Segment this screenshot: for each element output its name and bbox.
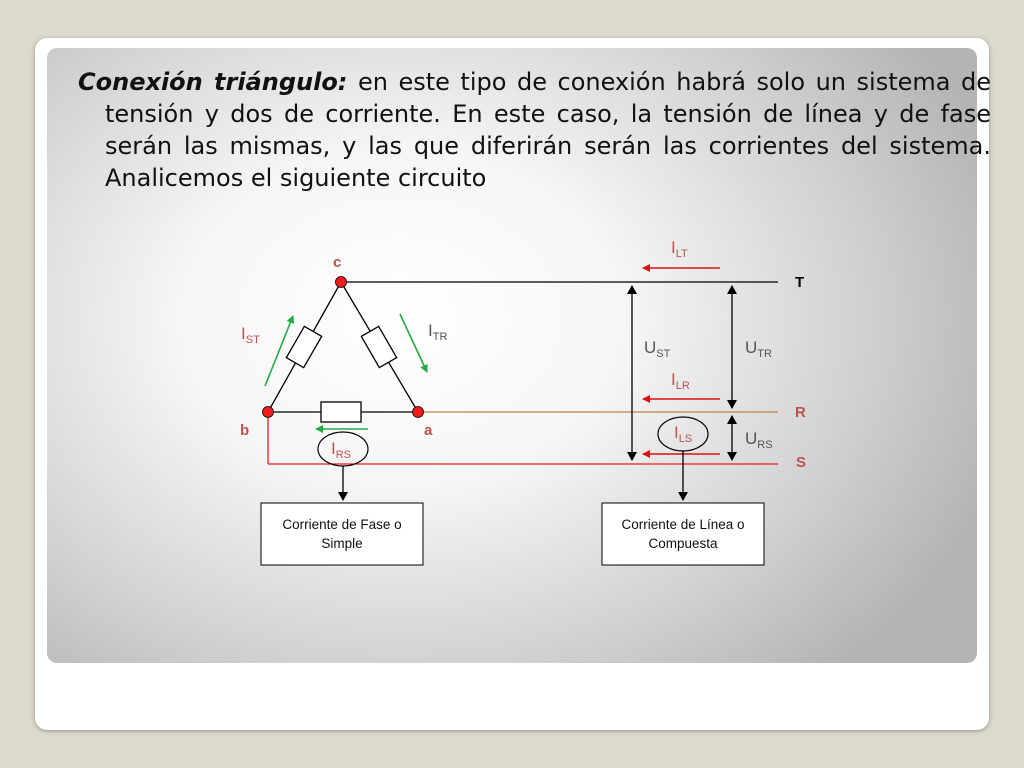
resistor-tr <box>361 326 396 367</box>
box-linea-text: Corriente de Línea o Compuesta <box>621 517 745 551</box>
label-irs: $I_{RS}$ <box>331 439 352 461</box>
label-itr: $I_{TR}$ <box>428 321 448 343</box>
node-b <box>263 407 274 418</box>
label-ils: $I_{LS}$ <box>674 423 693 445</box>
label-urs: $U_{RS}$ <box>745 429 773 451</box>
label-ilt: $I_{LT}$ <box>671 238 688 260</box>
intro-term: Conexión triángulo: <box>78 68 348 96</box>
label-node-a: a <box>424 422 433 439</box>
label-node-c: c <box>333 254 342 271</box>
label-line-s: S <box>796 454 807 471</box>
intro-text: en este tipo de conexión habrá solo un sistema de tensión y dos de corriente. En este caso, la tensión de línea y de fase serán las mismas, y las que diferirán serán las corrientes del sistema. Analicemos el siguiente circuito <box>105 68 991 192</box>
label-ust: $U_{ST}$ <box>644 338 671 360</box>
label-line-t: T <box>795 274 805 291</box>
node-a <box>413 407 424 418</box>
label-ist: $I_{ST}$ <box>241 324 260 346</box>
label-line-r: R <box>795 404 806 421</box>
node-c <box>336 277 347 288</box>
box-fase-text: Corriente de Fase o Simple <box>282 517 402 551</box>
label-utr: $U_{TR}$ <box>745 338 772 360</box>
resistor-rs <box>321 402 361 422</box>
arrow-itr <box>400 314 427 372</box>
resistor-st <box>286 326 321 367</box>
label-node-b: b <box>240 422 250 439</box>
label-ilr: $I_{LR}$ <box>671 370 690 392</box>
